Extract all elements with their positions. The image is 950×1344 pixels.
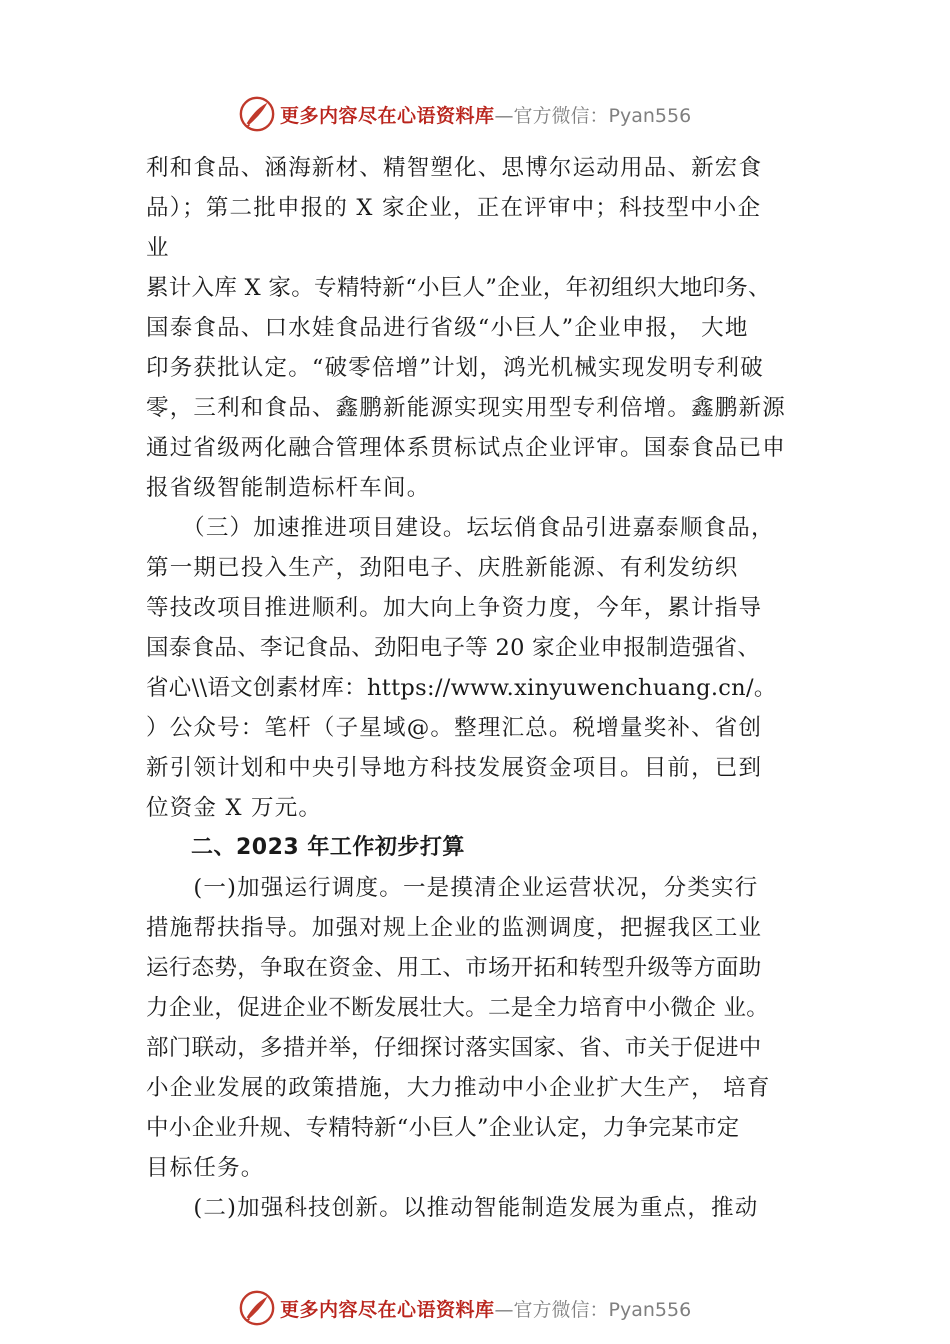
text-line: 业	[146, 235, 170, 261]
text-line: 运行态势，争取在资金、用工、市场开拓和转型升级等方面助	[146, 955, 762, 981]
text-line: 中小企业升规、专精特新“小巨人”企业认定，力争完某市定	[146, 1115, 740, 1141]
text-line: 省心\\语文创素材库：https://www.xinyuwenchuang.cn/。	[146, 675, 777, 701]
watermark-red-text: 更多内容尽在心语资料库	[280, 1298, 495, 1321]
watermark-gray-text: —官方微信：Pyan556	[494, 104, 692, 127]
text-line: 通过省级两化融合管理体系贯标试点企业评审。国泰食品已申	[146, 435, 786, 461]
text-line: 报省级智能制造标杆车间。	[146, 475, 431, 501]
pen-logo-icon	[238, 1289, 276, 1327]
text-line: 小企业发展的政策措施，大力推动中小企业扩大生产， 培育	[146, 1075, 771, 1101]
text-line: 位资金 X 万元。	[146, 795, 323, 821]
watermark-gray-text: —官方微信：Pyan556	[494, 1298, 692, 1321]
text-line: (二)加强科技创新。以推动智能制造发展为重点，推动	[146, 1195, 759, 1221]
section-heading: 二、2023 年工作初步打算	[146, 835, 465, 860]
text-line: 目标任务。	[146, 1155, 265, 1181]
text-line: 国泰食品、李记食品、劲阳电子等 20 家企业申报制造强省、	[146, 635, 761, 661]
text-line: 品）；第二批申报的 X 家企业，正在评审中；科技型中小企	[146, 195, 762, 221]
text-line: 印务获批认定。“破零倍增”计划，鸿光机械实现发明专利破	[146, 355, 764, 381]
text-line: 零，三利和食品、鑫鹏新能源实现实用型专利倍增。鑫鹏新源	[146, 395, 786, 421]
watermark-red-text: 更多内容尽在心语资料库	[280, 104, 495, 127]
text-line: 新引领计划和中央引导地方科技发展资金项目。目前，已到	[146, 755, 763, 781]
text-line: 力企业，促进企业不断发展壮大。二是全力培育中小微企 业。	[146, 995, 770, 1021]
text-line: (一)加强运行调度。一是摸清企业运营状况，分类实行	[146, 875, 759, 901]
text-line: 国泰食品、口水娃食品进行省级“小巨人”企业申报， 大地	[146, 315, 749, 341]
pen-logo-icon	[238, 95, 276, 133]
text-line: 第一期已投入生产，劲阳电子、庆胜新能源、有利发纺织	[146, 555, 739, 581]
text-line: 部门联动，多措并举，仔细探讨落实国家、省、市关于促进中	[146, 1035, 762, 1061]
watermark-banner-top	[238, 94, 691, 134]
text-line: ）公众号：笔杆（子星域@。整理汇总。税增量奖补、省创	[146, 715, 763, 741]
watermark-banner-bottom	[238, 1288, 691, 1328]
text-line: 等技改项目推进顺利。加大向上争资力度，今年，累计指导	[146, 595, 763, 621]
document-body	[146, 148, 846, 1228]
text-line: 利和食品、涵海新材、精智塑化、思博尔运动用品、新宏食	[146, 155, 763, 181]
text-line: 措施帮扶指导。加强对规上企业的监测调度，把握我区工业	[146, 915, 763, 941]
text-line: 累计入库 X 家。专精特新“小巨人”企业，年初组织大地印务、	[146, 275, 771, 301]
text-line: （三）加速推进项目建设。坛坛俏食品引进嘉泰顺食品，	[146, 515, 775, 541]
